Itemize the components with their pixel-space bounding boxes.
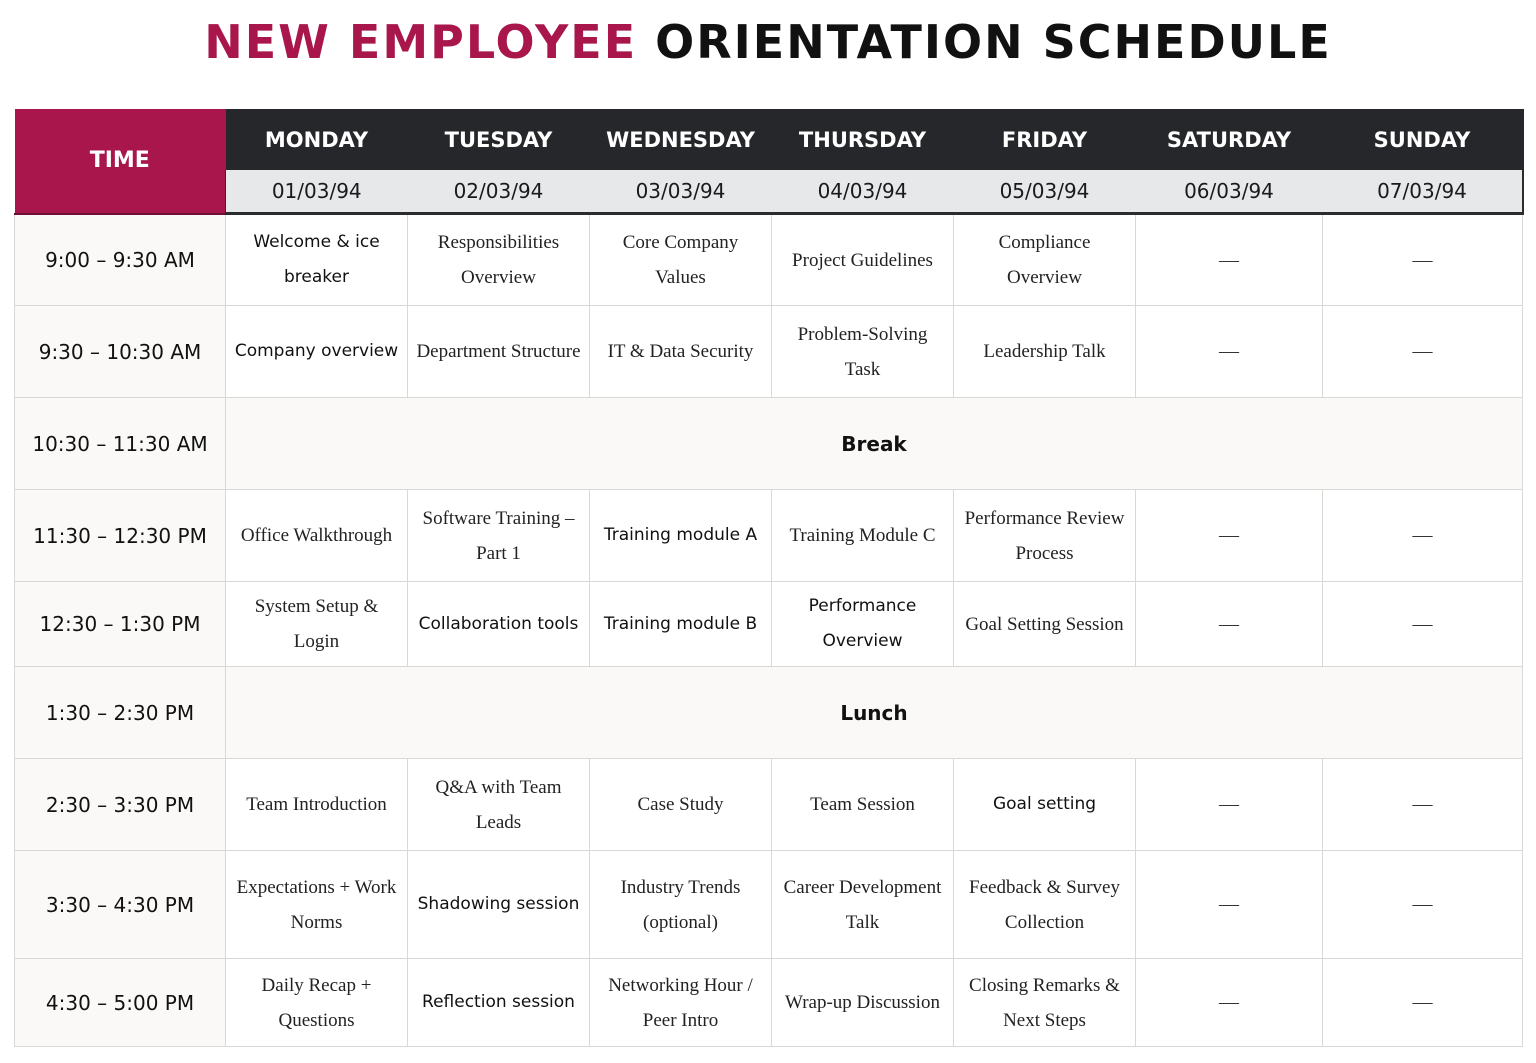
session-cell: Reflection session [408, 959, 590, 1047]
session-cell: Daily Recap + Questions [226, 959, 408, 1047]
session-cell: Closing Remarks & Next Steps [954, 959, 1136, 1047]
session-cell: Software Training – Part 1 [408, 490, 590, 582]
time-slot: 10:30 – 11:30 AM [15, 398, 226, 490]
session-cell: Team Introduction [226, 759, 408, 851]
page-title [0, 12, 1536, 72]
table-row [15, 959, 1523, 1047]
session-cell: Company overview [226, 306, 408, 398]
empty-cell: — [1323, 214, 1523, 306]
table-row-lunch [15, 667, 1523, 759]
empty-cell: — [1323, 959, 1523, 1047]
session-cell: Goal setting [954, 759, 1136, 851]
day-header-tuesday: TUESDAY [408, 109, 590, 170]
session-cell: Goal Setting Session [954, 582, 1136, 667]
time-slot: 12:30 – 1:30 PM [15, 582, 226, 667]
date-wednesday: 03/03/94 [590, 170, 772, 214]
session-cell: Welcome & ice breaker [226, 214, 408, 306]
session-cell: Expectations + Work Norms [226, 851, 408, 959]
session-cell: Industry Trends (optional) [590, 851, 772, 959]
empty-cell: — [1136, 851, 1323, 959]
session-cell: Feedback & Survey Collection [954, 851, 1136, 959]
time-column-header: TIME [15, 109, 226, 214]
session-cell: Training module A [590, 490, 772, 582]
date-monday: 01/03/94 [226, 170, 408, 214]
empty-cell: — [1323, 490, 1523, 582]
session-cell: Training module B [590, 582, 772, 667]
session-cell: Performance Overview [772, 582, 954, 667]
day-header-wednesday: WEDNESDAY [590, 109, 772, 170]
table-row [15, 759, 1523, 851]
date-friday: 05/03/94 [954, 170, 1136, 214]
table-row-break [15, 398, 1523, 490]
time-slot: 3:30 – 4:30 PM [15, 851, 226, 959]
time-slot: 2:30 – 3:30 PM [15, 759, 226, 851]
session-cell: Responsibilities Overview [408, 214, 590, 306]
date-thursday: 04/03/94 [772, 170, 954, 214]
table-row [15, 490, 1523, 582]
time-slot: 4:30 – 5:00 PM [15, 959, 226, 1047]
empty-cell: — [1323, 851, 1523, 959]
date-tuesday: 02/03/94 [408, 170, 590, 214]
time-slot: 1:30 – 2:30 PM [15, 667, 226, 759]
title-accent: NEW EMPLOYEE [204, 15, 638, 69]
empty-cell: — [1136, 306, 1323, 398]
day-header-sunday: SUNDAY [1323, 109, 1523, 170]
title-rest: ORIENTATION SCHEDULE [655, 15, 1332, 69]
empty-cell: — [1136, 959, 1323, 1047]
table-row [15, 851, 1523, 959]
session-cell: Leadership Talk [954, 306, 1136, 398]
session-cell: IT & Data Security [590, 306, 772, 398]
empty-cell: — [1136, 759, 1323, 851]
session-cell: Q&A with Team Leads [408, 759, 590, 851]
session-cell: System Setup & Login [226, 582, 408, 667]
session-cell: Department Structure [408, 306, 590, 398]
session-cell: Case Study [590, 759, 772, 851]
session-cell: Wrap-up Discussion [772, 959, 954, 1047]
session-cell: Collaboration tools [408, 582, 590, 667]
date-saturday: 06/03/94 [1136, 170, 1323, 214]
day-header-friday: FRIDAY [954, 109, 1136, 170]
session-cell: Problem-Solving Task [772, 306, 954, 398]
table-row [15, 306, 1523, 398]
session-cell: Shadowing session [408, 851, 590, 959]
session-cell: Project Guidelines [772, 214, 954, 306]
date-sunday: 07/03/94 [1323, 170, 1523, 214]
session-cell: Training Module C [772, 490, 954, 582]
time-slot: 11:30 – 12:30 PM [15, 490, 226, 582]
table-row [15, 214, 1523, 306]
session-cell: Performance Review Process [954, 490, 1136, 582]
time-slot: 9:00 – 9:30 AM [15, 214, 226, 306]
empty-cell: — [1323, 306, 1523, 398]
session-cell: Career Development Talk [772, 851, 954, 959]
lunch-cell: Lunch [226, 667, 1523, 759]
session-cell: Team Session [772, 759, 954, 851]
empty-cell: — [1323, 759, 1523, 851]
empty-cell: — [1136, 214, 1323, 306]
empty-cell: — [1323, 582, 1523, 667]
day-header-thursday: THURSDAY [772, 109, 954, 170]
session-cell: Core Company Values [590, 214, 772, 306]
day-header-saturday: SATURDAY [1136, 109, 1323, 170]
day-header-monday: MONDAY [226, 109, 408, 170]
break-cell: Break [226, 398, 1523, 490]
table-row [15, 582, 1523, 667]
schedule-table [14, 109, 1524, 1047]
session-cell: Networking Hour / Peer Intro [590, 959, 772, 1047]
empty-cell: — [1136, 582, 1323, 667]
empty-cell: — [1136, 490, 1323, 582]
time-slot: 9:30 – 10:30 AM [15, 306, 226, 398]
session-cell: Office Walkthrough [226, 490, 408, 582]
session-cell: Compliance Overview [954, 214, 1136, 306]
